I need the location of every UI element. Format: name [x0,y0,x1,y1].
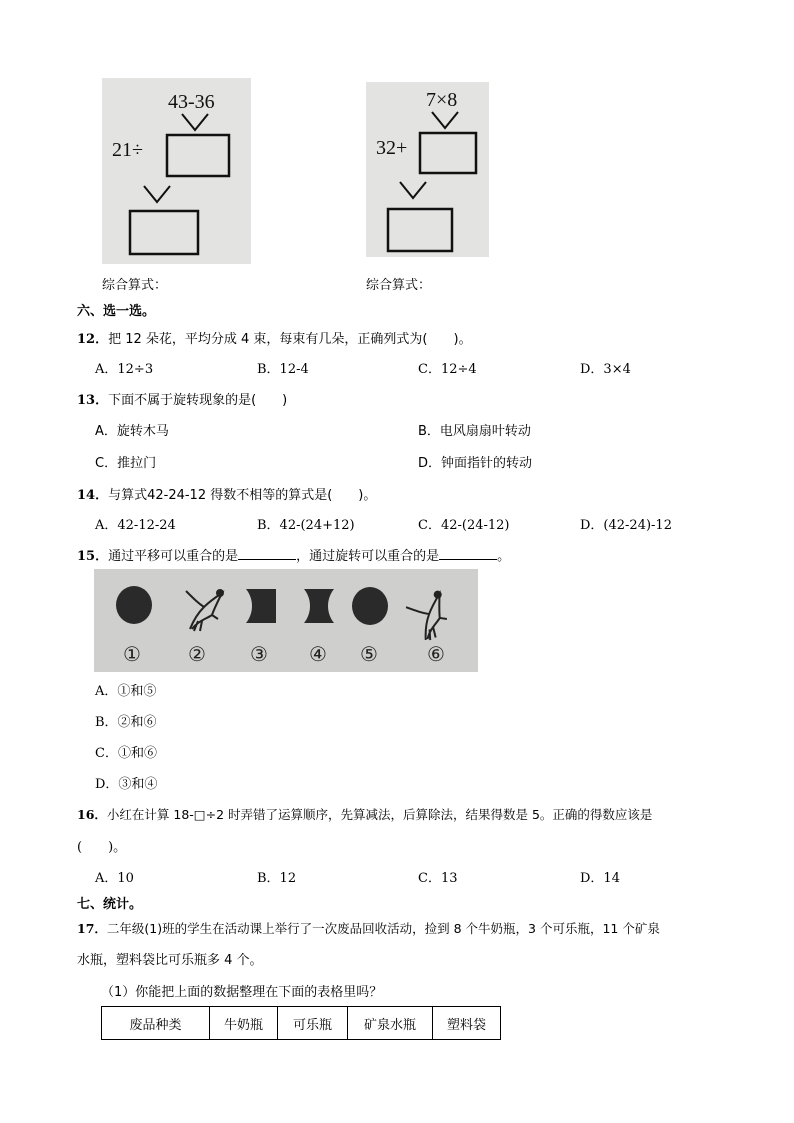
waste-table [101,1006,501,1040]
question-13 [77,389,287,408]
figure-left-caption: 综合算式： [102,278,168,293]
question-16 [77,805,652,823]
question-16-text-line1: 小红在计算 18-□÷2 时弄错了运算顺序，先算减法，后算除法，结果得数是 5。正确的得数应该是 [106,807,653,822]
table-header-cell: 塑料袋 [433,1007,501,1040]
table-row [102,1007,501,1040]
question-12 [77,328,472,347]
question-12-text: 把 12 朵花，平均分成 4 束，每束有几朵，正确列式为( )。 [108,332,472,347]
q15-option-a[interactable]: A．①和⑤ [95,684,157,699]
q15-blank-2[interactable] [439,547,497,560]
question-15-text-c: 。 [497,549,511,564]
shape-label-4: ④ [309,642,327,666]
q15-option-c[interactable]: C．①和⑥ [95,746,157,761]
question-15 [77,545,510,564]
q16-option-b[interactable]: B．12 [257,871,297,886]
question-16-number: 16． [77,807,107,822]
shape-3-curved [246,589,276,623]
q13-option-b[interactable]: B．电风扇扇叶转动 [418,424,531,439]
q12-option-a[interactable]: A．12÷3 [95,362,154,377]
question-15-text-b: ，通过旋转可以重合的是 [296,549,440,564]
q15-blank-1[interactable] [238,547,296,560]
q15-option-b[interactable]: B．②和⑥ [95,715,157,730]
section-6-title: 六、选一选。 [77,304,156,319]
q14-option-a[interactable]: A．42-12-24 [95,518,176,533]
table-header-cell: 废品种类 [102,1007,210,1040]
section-7-title: 七、统计。 [77,897,143,912]
question-15-text-a: 通过平移可以重合的是 [108,549,239,564]
question-14-number: 14． [77,488,109,503]
q12-option-d[interactable]: D．3×4 [580,362,631,377]
q16-option-a[interactable]: A．10 [95,871,134,886]
question-15-number: 15． [77,549,109,564]
shape-2-bird [186,590,223,631]
shape-label-1: ① [123,642,141,666]
table-header-cell: 牛奶瓶 [210,1007,278,1040]
figure-left-left-expr: 21÷ [112,139,143,161]
q14-option-c[interactable]: C．42-(24-12) [418,518,510,533]
q12-option-c[interactable]: C．12÷4 [418,362,477,377]
q13-option-a[interactable]: A．旋转木马 [95,424,169,439]
question-17-text-line1: 二年级(1)班的学生在活动课上举行了一次废品回收活动，捡到 8 个牛奶瓶，3 个可乐瓶，11 个矿泉 [106,921,660,936]
shape-4-curved [304,589,334,623]
question-16-text-line2: ( )。 [77,840,127,855]
q15-shapes-photo [94,569,478,672]
shape-label-3: ③ [250,642,268,666]
q13-option-d[interactable]: D．钟面指针的转动 [418,456,533,471]
table-header-cell: 可乐瓶 [278,1007,348,1040]
shape-label-6: ⑥ [427,642,445,666]
question-17-text-line2: 水瓶，塑料袋比可乐瓶多 4 个。 [77,953,263,968]
question-12-number: 12． [77,332,109,347]
question-17 [77,919,660,937]
question-13-number: 13． [77,393,109,408]
q13-option-c[interactable]: C．推拉门 [95,456,157,471]
figure-right-upper-expr: 7×8 [426,89,458,111]
question-17-number: 17． [77,921,107,936]
figure-right-photo [366,82,489,257]
q16-option-d[interactable]: D．14 [580,871,620,886]
shape-label-2: ② [188,642,206,666]
question-14 [77,484,376,503]
q15-option-d[interactable]: D．③和④ [95,777,158,792]
figure-right-caption: 综合算式： [366,278,432,293]
figure-right-left-expr: 32+ [376,137,408,159]
question-17-sub1: （1）你能把上面的数据整理在下面的表格里吗？ [101,985,383,1000]
shape-6-bird [406,591,457,644]
question-14-text: 与算式42-24-12 得数不相等的算式是( )。 [108,488,377,503]
q16-option-c[interactable]: C．13 [418,871,458,886]
q14-option-b[interactable]: B．42-(24+12) [257,518,355,533]
shape-5-circle [352,587,388,625]
q12-option-b[interactable]: B．12-4 [257,362,309,377]
question-13-text: 下面不属于旋转现象的是( ) [108,393,288,408]
table-header-cell: 矿泉水瓶 [348,1007,433,1040]
shape-1-circle [116,586,152,624]
figure-left-upper-expr: 43-36 [168,91,215,113]
shape-label-5: ⑤ [360,642,378,666]
figure-left-photo [102,78,251,264]
q14-option-d[interactable]: D．(42-24)-12 [580,518,672,533]
